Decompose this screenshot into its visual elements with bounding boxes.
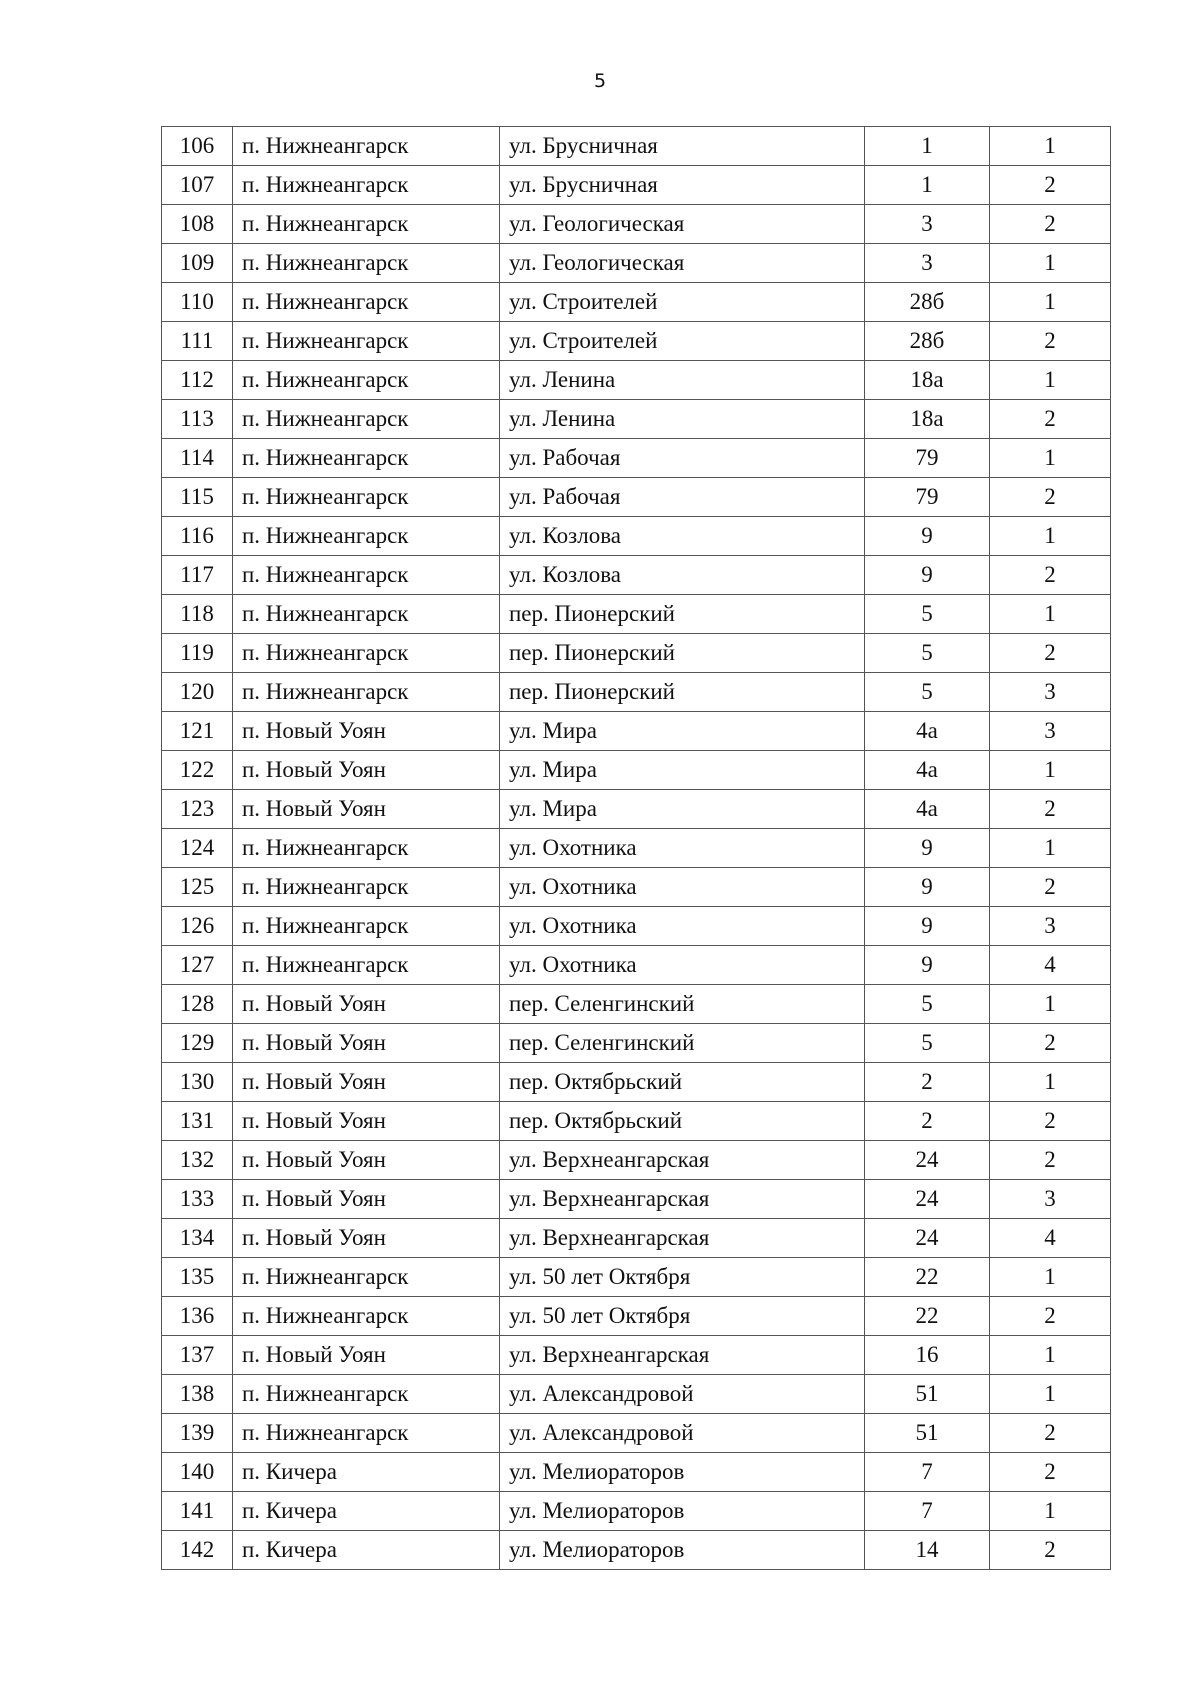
table-row: [162, 322, 1111, 361]
house-number-cell: 9: [865, 907, 990, 946]
settlement-cell: п. Нижнеангарск: [233, 439, 500, 478]
settlement-cell: п. Нижнеангарск: [233, 244, 500, 283]
table-row: [162, 1375, 1111, 1414]
quantity-cell: 1: [990, 1375, 1111, 1414]
settlement-cell: п. Кичера: [233, 1531, 500, 1570]
quantity-cell: 1: [990, 829, 1111, 868]
house-number-cell: 9: [865, 556, 990, 595]
house-number-cell: 7: [865, 1492, 990, 1531]
row-number-cell: 137: [162, 1336, 233, 1375]
house-number-cell: 28б: [865, 322, 990, 361]
settlement-cell: п. Нижнеангарск: [233, 1297, 500, 1336]
settlement-cell: п. Новый Уоян: [233, 1102, 500, 1141]
house-number-cell: 4а: [865, 751, 990, 790]
street-cell: ул. Охотника: [500, 868, 865, 907]
table-row: [162, 1453, 1111, 1492]
street-cell: ул. Охотника: [500, 829, 865, 868]
row-number-cell: 110: [162, 283, 233, 322]
street-cell: ул. 50 лет Октября: [500, 1297, 865, 1336]
table-row: [162, 244, 1111, 283]
street-cell: ул. Мира: [500, 712, 865, 751]
row-number-cell: 133: [162, 1180, 233, 1219]
table-row: [162, 556, 1111, 595]
house-number-cell: 9: [865, 868, 990, 907]
street-cell: ул. Мира: [500, 790, 865, 829]
street-cell: пер. Пионерский: [500, 673, 865, 712]
house-number-cell: 3: [865, 244, 990, 283]
street-cell: пер. Селенгинский: [500, 985, 865, 1024]
house-number-cell: 51: [865, 1414, 990, 1453]
house-number-cell: 9: [865, 829, 990, 868]
table-row: [162, 478, 1111, 517]
settlement-cell: п. Нижнеангарск: [233, 517, 500, 556]
quantity-cell: 1: [990, 985, 1111, 1024]
table-row: [162, 127, 1111, 166]
settlement-cell: п. Кичера: [233, 1492, 500, 1531]
row-number-cell: 118: [162, 595, 233, 634]
house-number-cell: 4а: [865, 712, 990, 751]
settlement-cell: п. Новый Уоян: [233, 985, 500, 1024]
settlement-cell: п. Нижнеангарск: [233, 127, 500, 166]
street-cell: пер. Селенгинский: [500, 1024, 865, 1063]
table-row: [162, 1297, 1111, 1336]
house-number-cell: 79: [865, 439, 990, 478]
table-row: [162, 595, 1111, 634]
quantity-cell: 2: [990, 322, 1111, 361]
row-number-cell: 141: [162, 1492, 233, 1531]
table-row: [162, 946, 1111, 985]
quantity-cell: 1: [990, 517, 1111, 556]
house-number-cell: 24: [865, 1180, 990, 1219]
row-number-cell: 132: [162, 1141, 233, 1180]
row-number-cell: 134: [162, 1219, 233, 1258]
row-number-cell: 127: [162, 946, 233, 985]
quantity-cell: 2: [990, 1297, 1111, 1336]
row-number-cell: 128: [162, 985, 233, 1024]
quantity-cell: 2: [990, 1453, 1111, 1492]
settlement-cell: п. Новый Уоян: [233, 712, 500, 751]
house-number-cell: 5: [865, 595, 990, 634]
quantity-cell: 2: [990, 205, 1111, 244]
house-number-cell: 3: [865, 205, 990, 244]
quantity-cell: 2: [990, 868, 1111, 907]
street-cell: ул. Ленина: [500, 400, 865, 439]
row-number-cell: 123: [162, 790, 233, 829]
street-cell: ул. Мелиораторов: [500, 1531, 865, 1570]
settlement-cell: п. Нижнеангарск: [233, 322, 500, 361]
row-number-cell: 136: [162, 1297, 233, 1336]
settlement-cell: п. Нижнеангарск: [233, 166, 500, 205]
quantity-cell: 2: [990, 1102, 1111, 1141]
row-number-cell: 135: [162, 1258, 233, 1297]
table-row: [162, 1492, 1111, 1531]
street-cell: ул. Козлова: [500, 517, 865, 556]
house-number-cell: 5: [865, 634, 990, 673]
settlement-cell: п. Новый Уоян: [233, 1219, 500, 1258]
table-row: [162, 868, 1111, 907]
row-number-cell: 125: [162, 868, 233, 907]
settlement-cell: п. Нижнеангарск: [233, 400, 500, 439]
quantity-cell: 2: [990, 1414, 1111, 1453]
row-number-cell: 119: [162, 634, 233, 673]
quantity-cell: 1: [990, 127, 1111, 166]
street-cell: ул. Верхнеангарская: [500, 1141, 865, 1180]
street-cell: ул. Геологическая: [500, 205, 865, 244]
settlement-cell: п. Нижнеангарск: [233, 907, 500, 946]
row-number-cell: 124: [162, 829, 233, 868]
street-cell: пер. Октябрьский: [500, 1063, 865, 1102]
house-number-cell: 1: [865, 127, 990, 166]
table-row: [162, 673, 1111, 712]
settlement-cell: п. Новый Уоян: [233, 1063, 500, 1102]
table-row: [162, 1063, 1111, 1102]
quantity-cell: 2: [990, 400, 1111, 439]
house-number-cell: 22: [865, 1297, 990, 1336]
row-number-cell: 130: [162, 1063, 233, 1102]
row-number-cell: 108: [162, 205, 233, 244]
table-row: [162, 634, 1111, 673]
street-cell: ул. 50 лет Октября: [500, 1258, 865, 1297]
street-cell: ул. Верхнеангарская: [500, 1219, 865, 1258]
house-number-cell: 5: [865, 985, 990, 1024]
settlement-cell: п. Нижнеангарск: [233, 673, 500, 712]
table-row: [162, 1336, 1111, 1375]
house-number-cell: 18а: [865, 400, 990, 439]
row-number-cell: 139: [162, 1414, 233, 1453]
quantity-cell: 2: [990, 790, 1111, 829]
row-number-cell: 131: [162, 1102, 233, 1141]
table-row: [162, 439, 1111, 478]
settlement-cell: п. Нижнеангарск: [233, 829, 500, 868]
quantity-cell: 4: [990, 1219, 1111, 1258]
street-cell: пер. Пионерский: [500, 634, 865, 673]
row-number-cell: 106: [162, 127, 233, 166]
row-number-cell: 122: [162, 751, 233, 790]
quantity-cell: 1: [990, 751, 1111, 790]
table-row: [162, 1180, 1111, 1219]
settlement-cell: п. Новый Уоян: [233, 1141, 500, 1180]
house-number-cell: 7: [865, 1453, 990, 1492]
table-row: [162, 1102, 1111, 1141]
settlement-cell: п. Нижнеангарск: [233, 283, 500, 322]
row-number-cell: 140: [162, 1453, 233, 1492]
table-row: [162, 790, 1111, 829]
settlement-cell: п. Нижнеангарск: [233, 556, 500, 595]
street-cell: ул. Верхнеангарская: [500, 1180, 865, 1219]
quantity-cell: 2: [990, 1531, 1111, 1570]
house-number-cell: 79: [865, 478, 990, 517]
street-cell: пер. Пионерский: [500, 595, 865, 634]
settlement-cell: п. Нижнеангарск: [233, 868, 500, 907]
house-number-cell: 9: [865, 517, 990, 556]
row-number-cell: 112: [162, 361, 233, 400]
row-number-cell: 115: [162, 478, 233, 517]
house-number-cell: 16: [865, 1336, 990, 1375]
address-table-body: [162, 127, 1111, 1570]
quantity-cell: 2: [990, 634, 1111, 673]
settlement-cell: п. Кичера: [233, 1453, 500, 1492]
street-cell: ул. Козлова: [500, 556, 865, 595]
house-number-cell: 5: [865, 1024, 990, 1063]
house-number-cell: 1: [865, 166, 990, 205]
street-cell: ул. Брусничная: [500, 127, 865, 166]
settlement-cell: п. Новый Уоян: [233, 751, 500, 790]
house-number-cell: 2: [865, 1102, 990, 1141]
settlement-cell: п. Нижнеангарск: [233, 1258, 500, 1297]
table-row: [162, 361, 1111, 400]
settlement-cell: п. Нижнеангарск: [233, 478, 500, 517]
row-number-cell: 117: [162, 556, 233, 595]
table-row: [162, 985, 1111, 1024]
house-number-cell: 24: [865, 1219, 990, 1258]
address-table: [161, 126, 1111, 1570]
house-number-cell: 4а: [865, 790, 990, 829]
street-cell: ул. Александровой: [500, 1375, 865, 1414]
table-row: [162, 907, 1111, 946]
house-number-cell: 28б: [865, 283, 990, 322]
house-number-cell: 22: [865, 1258, 990, 1297]
quantity-cell: 1: [990, 1063, 1111, 1102]
quantity-cell: 2: [990, 166, 1111, 205]
settlement-cell: п. Нижнеангарск: [233, 634, 500, 673]
quantity-cell: 2: [990, 1024, 1111, 1063]
house-number-cell: 2: [865, 1063, 990, 1102]
settlement-cell: п. Нижнеангарск: [233, 946, 500, 985]
row-number-cell: 113: [162, 400, 233, 439]
table-row: [162, 283, 1111, 322]
table-row: [162, 1414, 1111, 1453]
quantity-cell: 1: [990, 1492, 1111, 1531]
house-number-cell: 18а: [865, 361, 990, 400]
house-number-cell: 51: [865, 1375, 990, 1414]
row-number-cell: 121: [162, 712, 233, 751]
row-number-cell: 111: [162, 322, 233, 361]
quantity-cell: 2: [990, 1141, 1111, 1180]
quantity-cell: 3: [990, 712, 1111, 751]
street-cell: ул. Верхнеангарская: [500, 1336, 865, 1375]
quantity-cell: 1: [990, 439, 1111, 478]
quantity-cell: 1: [990, 1336, 1111, 1375]
quantity-cell: 3: [990, 673, 1111, 712]
table-row: [162, 517, 1111, 556]
settlement-cell: п. Новый Уоян: [233, 1024, 500, 1063]
table-row: [162, 1258, 1111, 1297]
house-number-cell: 5: [865, 673, 990, 712]
table-row: [162, 829, 1111, 868]
street-cell: ул. Строителей: [500, 283, 865, 322]
table-row: [162, 1531, 1111, 1570]
settlement-cell: п. Новый Уоян: [233, 1336, 500, 1375]
house-number-cell: 9: [865, 946, 990, 985]
quantity-cell: 2: [990, 556, 1111, 595]
street-cell: ул. Рабочая: [500, 478, 865, 517]
street-cell: ул. Рабочая: [500, 439, 865, 478]
street-cell: ул. Мелиораторов: [500, 1492, 865, 1531]
row-number-cell: 107: [162, 166, 233, 205]
table-row: [162, 205, 1111, 244]
row-number-cell: 126: [162, 907, 233, 946]
row-number-cell: 114: [162, 439, 233, 478]
street-cell: ул. Ленина: [500, 361, 865, 400]
table-row: [162, 166, 1111, 205]
settlement-cell: п. Нижнеангарск: [233, 595, 500, 634]
quantity-cell: 1: [990, 283, 1111, 322]
row-number-cell: 109: [162, 244, 233, 283]
table-row: [162, 1219, 1111, 1258]
street-cell: ул. Александровой: [500, 1414, 865, 1453]
row-number-cell: 138: [162, 1375, 233, 1414]
settlement-cell: п. Новый Уоян: [233, 790, 500, 829]
street-cell: ул. Мелиораторов: [500, 1453, 865, 1492]
house-number-cell: 24: [865, 1141, 990, 1180]
quantity-cell: 1: [990, 244, 1111, 283]
settlement-cell: п. Нижнеангарск: [233, 361, 500, 400]
quantity-cell: 3: [990, 1180, 1111, 1219]
street-cell: ул. Охотника: [500, 907, 865, 946]
table-row: [162, 1141, 1111, 1180]
page-number: 5: [593, 70, 607, 92]
row-number-cell: 120: [162, 673, 233, 712]
house-number-cell: 14: [865, 1531, 990, 1570]
table-row: [162, 1024, 1111, 1063]
settlement-cell: п. Нижнеангарск: [233, 205, 500, 244]
row-number-cell: 129: [162, 1024, 233, 1063]
quantity-cell: 4: [990, 946, 1111, 985]
street-cell: ул. Геологическая: [500, 244, 865, 283]
row-number-cell: 142: [162, 1531, 233, 1570]
street-cell: пер. Октябрьский: [500, 1102, 865, 1141]
table-row: [162, 400, 1111, 439]
settlement-cell: п. Нижнеангарск: [233, 1375, 500, 1414]
settlement-cell: п. Нижнеангарск: [233, 1414, 500, 1453]
table-row: [162, 751, 1111, 790]
street-cell: ул. Строителей: [500, 322, 865, 361]
street-cell: ул. Мира: [500, 751, 865, 790]
street-cell: ул. Охотника: [500, 946, 865, 985]
quantity-cell: 3: [990, 907, 1111, 946]
settlement-cell: п. Новый Уоян: [233, 1180, 500, 1219]
quantity-cell: 1: [990, 361, 1111, 400]
quantity-cell: 1: [990, 595, 1111, 634]
table-row: [162, 712, 1111, 751]
quantity-cell: 1: [990, 1258, 1111, 1297]
street-cell: ул. Брусничная: [500, 166, 865, 205]
quantity-cell: 2: [990, 478, 1111, 517]
row-number-cell: 116: [162, 517, 233, 556]
